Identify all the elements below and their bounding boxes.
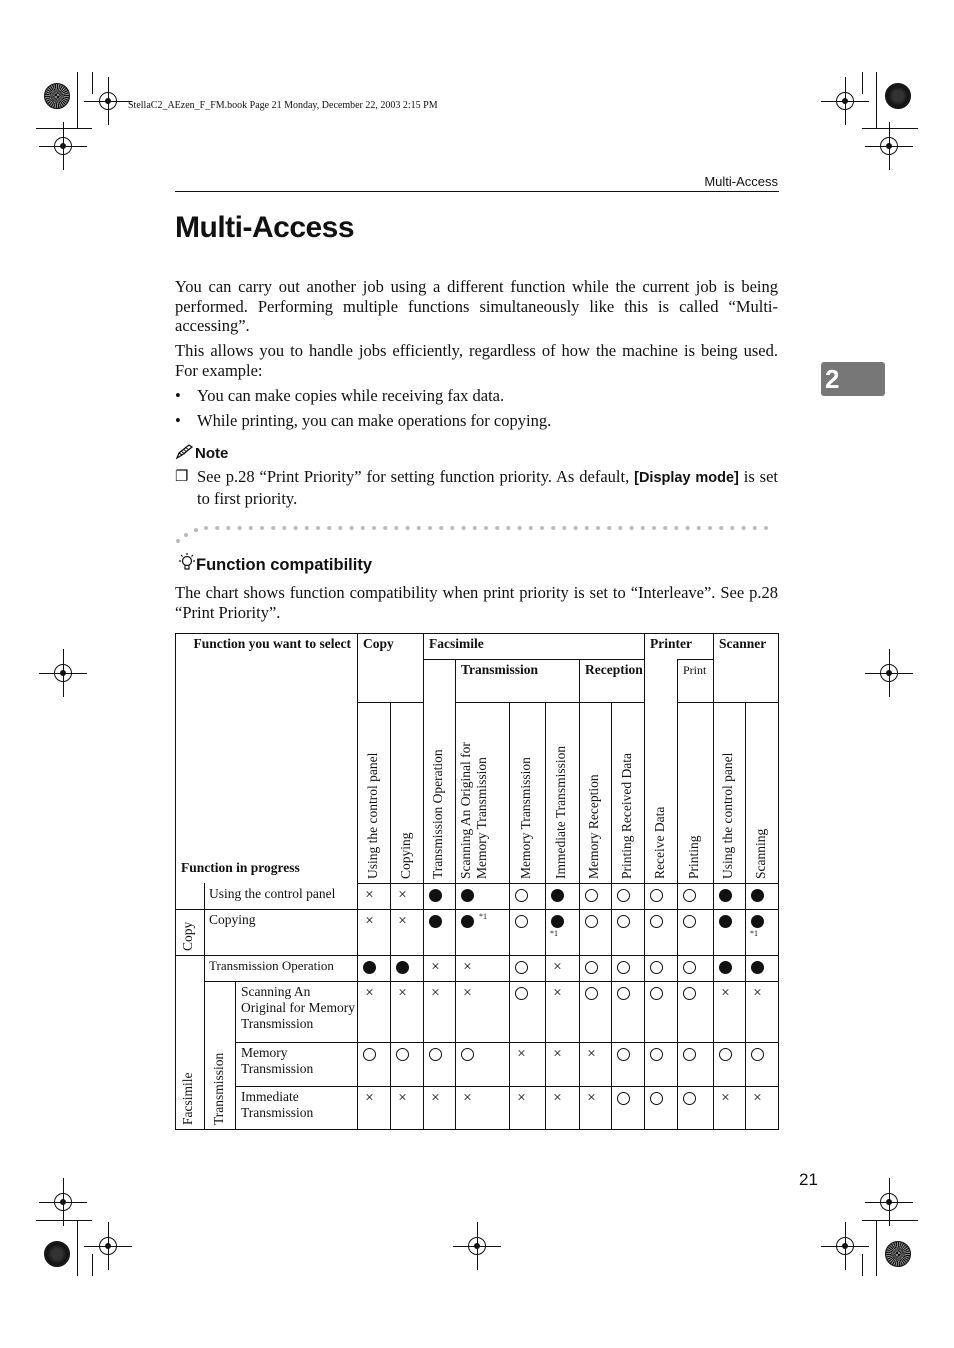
unavailable-marker: × (398, 913, 407, 929)
unavailable-marker: × (553, 959, 562, 975)
column-header: Receive Data (651, 806, 667, 879)
trim-line (862, 1254, 863, 1276)
available-open-marker (429, 1048, 442, 1061)
unavailable-marker: × (398, 985, 407, 1001)
available-full-marker (363, 961, 376, 974)
note-text: is set to first priority. (197, 467, 779, 508)
trim-line (862, 1220, 918, 1221)
available-open-marker (683, 915, 696, 928)
corner-bottom-label: Function in progress (181, 860, 300, 875)
available-open-marker (617, 889, 630, 902)
lightbulb-icon (176, 553, 196, 573)
row-label: Transmission Operation (209, 958, 334, 973)
header-rule (175, 191, 779, 192)
unavailable-marker: × (721, 1090, 730, 1106)
available-open-marker (683, 1092, 696, 1105)
row-label: Immediate Transmission (241, 1089, 314, 1120)
registration-sun-bottom-left (44, 1241, 70, 1267)
available-open-marker (515, 889, 528, 902)
row-label: Scanning An Original for Memory Transmission (241, 984, 355, 1031)
unavailable-marker: × (553, 1090, 562, 1106)
trim-line (862, 128, 918, 129)
unavailable-marker: × (398, 1090, 407, 1106)
page-title: Multi-Access (175, 211, 355, 244)
unavailable-marker: × (517, 1090, 526, 1106)
available-open-marker (617, 1092, 630, 1105)
column-header: Printing (686, 835, 701, 879)
unavailable-marker: × (587, 1046, 596, 1062)
bullet-text: While printing, you can make operations for copying. (197, 411, 552, 430)
row-label: Copying (209, 912, 256, 927)
group-scanner: Scanner (719, 636, 767, 651)
available-open-marker (683, 961, 696, 974)
available-open-marker (585, 915, 598, 928)
available-open-marker (585, 987, 598, 1000)
group-facsimile: Facsimile (429, 636, 484, 651)
available-open-marker (650, 961, 663, 974)
available-open-marker (719, 1048, 732, 1061)
available-open-marker (683, 987, 696, 1000)
available-full-marker (429, 915, 442, 928)
available-full-marker (719, 889, 732, 902)
running-head: Multi-Access (704, 174, 778, 189)
available-full-marker (551, 889, 564, 902)
trim-line (92, 1254, 93, 1276)
unavailable-marker: × (463, 985, 472, 1001)
bullet-text: You can make copies while receiving fax data. (197, 386, 505, 405)
column-header: Using the control panel (364, 752, 380, 879)
book-info: StellaC2_AEzen_F_FM.book Page 21 Monday, December 22, 2003 2:15 PM (128, 100, 438, 111)
available-full-marker (719, 961, 732, 974)
available-open-marker (650, 889, 663, 902)
rowgroup-transmission: Transmission (211, 1052, 226, 1125)
rowgroup-facsimile: Facsimile (180, 1072, 195, 1125)
group-print: Print (683, 663, 707, 677)
example-paragraph: This allows you to handle jobs efficiently, regardless of how the machine is being used. For example: (175, 341, 778, 380)
group-reception: Reception (585, 662, 643, 677)
unavailable-marker: × (587, 1090, 596, 1106)
note-heading (175, 444, 228, 462)
display-mode-key: [Display mode] (634, 470, 739, 486)
registration-sun-bottom-right (885, 1241, 911, 1267)
group-printer: Printer (650, 636, 692, 651)
group-copy: Copy (363, 636, 394, 651)
available-open-marker (650, 1048, 663, 1061)
available-open-marker (650, 1092, 663, 1105)
compatibility-table (175, 633, 779, 1130)
unavailable-marker: × (365, 887, 374, 903)
unavailable-marker: × (753, 1090, 762, 1106)
unavailable-marker: × (365, 1090, 374, 1106)
dotted-divider (176, 521, 780, 545)
available-open-marker (396, 1048, 409, 1061)
registration-sun-top-left (44, 83, 70, 109)
available-open-marker (515, 915, 528, 928)
unavailable-marker: × (431, 985, 440, 1001)
trim-line (876, 72, 877, 128)
checkbox-icon: ❐ (175, 469, 189, 485)
registration-sun-top-right (885, 83, 911, 109)
unavailable-marker: × (431, 959, 440, 975)
trim-line (77, 1220, 78, 1276)
available-full-marker (396, 961, 409, 974)
unavailable-marker: × (365, 913, 374, 929)
available-open-marker (515, 987, 528, 1000)
row-label: Memory Transmission (241, 1045, 314, 1076)
rowgroup-copy: Copy (180, 921, 195, 951)
available-full-marker (461, 915, 474, 928)
trim-line (92, 72, 93, 94)
section-heading-text: Function compatibility (196, 556, 372, 574)
column-header: Transmission Operation (430, 749, 445, 879)
available-full-marker (719, 915, 732, 928)
unavailable-marker: × (721, 985, 730, 1001)
available-open-marker (617, 987, 630, 1000)
available-open-marker (585, 889, 598, 902)
available-open-marker (751, 1048, 764, 1061)
section-heading (176, 553, 372, 575)
available-open-marker (515, 961, 528, 974)
column-header: Scanning An Original for Memory Transmission (458, 742, 489, 879)
unavailable-marker: × (398, 887, 407, 903)
available-open-marker (617, 1048, 630, 1061)
unavailable-marker: × (431, 1090, 440, 1106)
available-open-marker (585, 961, 598, 974)
note-label: Note (195, 445, 229, 462)
footnote-marker: *1 (750, 929, 758, 938)
available-open-marker (683, 889, 696, 902)
available-open-marker (461, 1048, 474, 1061)
unavailable-marker: × (463, 1090, 472, 1106)
column-header: Memory Reception (586, 774, 601, 879)
available-full-marker (461, 889, 474, 902)
column-header: Immediate Transmission (553, 745, 568, 879)
column-header: Copying (397, 832, 413, 879)
unavailable-marker: × (553, 1046, 562, 1062)
footnote-marker: *1 (550, 929, 558, 938)
corner-top-label: Function you want to select (193, 636, 351, 651)
unavailable-marker: × (463, 959, 472, 975)
trim-line (876, 1220, 877, 1276)
available-full-marker (751, 915, 764, 928)
available-open-marker (650, 915, 663, 928)
available-open-marker (363, 1048, 376, 1061)
available-open-marker (650, 987, 663, 1000)
group-transmission: Transmission (461, 662, 539, 677)
chart-description: The chart shows function compatibility when print priority is set to “Interleave”. See p.28 “Print Priority”. (175, 583, 778, 622)
unavailable-marker: × (517, 1046, 526, 1062)
row-label: Using the control panel (209, 886, 336, 901)
available-full-marker (751, 961, 764, 974)
unavailable-marker: × (553, 985, 562, 1001)
unavailable-marker: × (753, 985, 762, 1001)
footnote-marker: *1 (479, 912, 487, 921)
trim-line (36, 128, 92, 129)
column-header: Scanning (753, 828, 768, 879)
unavailable-marker: × (365, 985, 374, 1001)
available-full-marker (751, 889, 764, 902)
trim-line (77, 72, 78, 128)
bullet-item: • You can make copies while receiving fax data. (175, 386, 505, 405)
chapter-tab: 2 (821, 362, 885, 396)
available-full-marker (429, 889, 442, 902)
available-open-marker (617, 961, 630, 974)
column-header: Memory Transmission (518, 757, 533, 879)
page-number: 21 (799, 1170, 818, 1189)
note-text: See p.28 “Print Priority” for setting function priority. As default, (197, 467, 635, 486)
available-open-marker (683, 1048, 696, 1061)
column-header: Using the control panel (720, 752, 735, 879)
note-body (175, 467, 778, 508)
trim-line (36, 1220, 92, 1221)
available-open-marker (617, 915, 630, 928)
intro-paragraph: You can carry out another job using a different function while the current job is being performed. Performing multiple functions simultaneously like this is called “Multi-accessing”. (175, 277, 778, 335)
column-header: Printing Received Data (618, 753, 634, 879)
available-full-marker (551, 915, 564, 928)
bullet-item: • While printing, you can make operations for copying. (175, 411, 552, 430)
trim-line (862, 72, 863, 94)
pencil-icon (175, 444, 195, 460)
